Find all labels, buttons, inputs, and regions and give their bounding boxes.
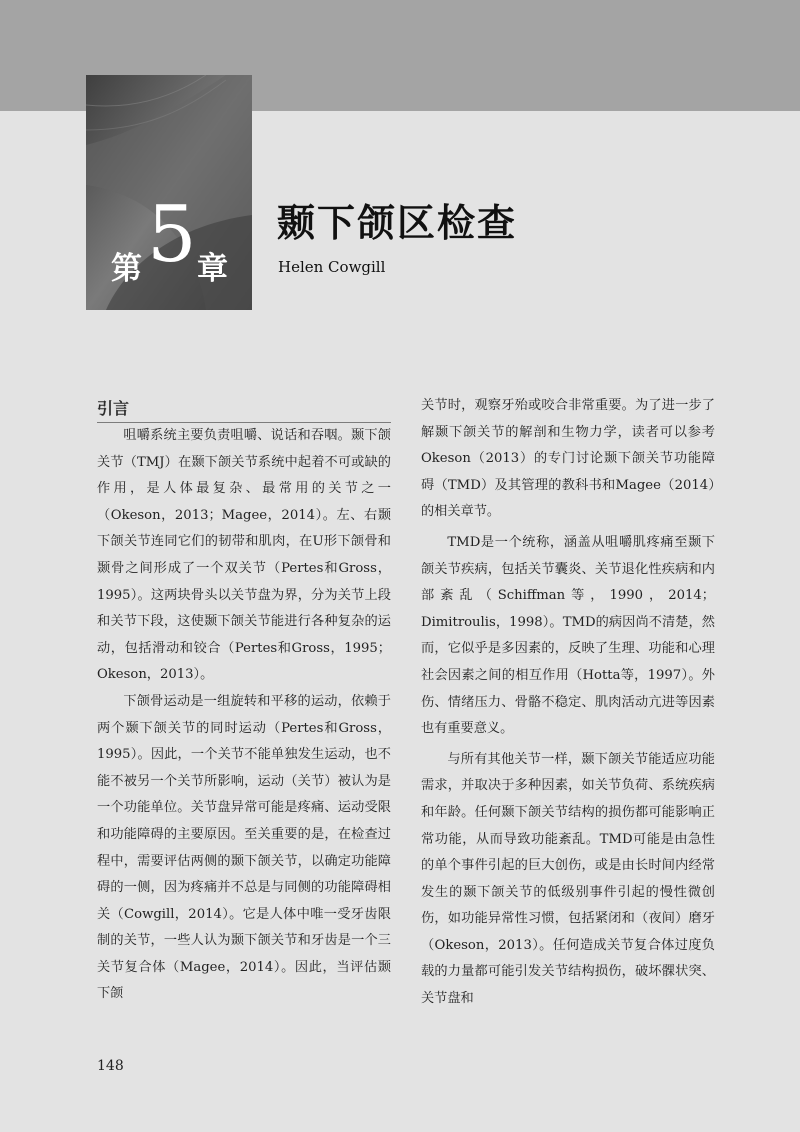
paragraph: 与所有其他关节一样，颞下颌关节能适应功能需求，并取决于多种因素，如关节负荷、系统疾病和年龄。任何颞下颌关节结构的损伤都可能影响正常功能，从而导致功能紊乱。TMD可能是由急性的单个事件引起的巨大创伤，或是由长时间内经常发生的颞下颌关节的低级别事件引起的慢性微创伤，如功能异常性习惯，包括紧闭和（夜间）磨牙（Okeson，2013）。任何造成关节复合体过度负载的力量都可能引发关节结构损伤，破坏髁状突、关节盘和 — [421, 751, 715, 1007]
paragraph: TMD是一个统称，涵盖从咀嚼肌疼痛至颞下颌关节疾病，包括关节囊炎、关节退化性疾病和内部紊乱（Schiffman等，1990，2014；Dimitroulis，1998）。TMD的病因尚不清楚，然而，它似乎是多因素的，反映了生理、功能和心理社会因素之间的相互作用（Hotta等，1997）。外伤、情绪压力、骨骼不稳定、肌肉活动亢进等因素也有重要意义。 — [421, 534, 715, 737]
section-heading: 引言 — [97, 396, 391, 423]
paragraph: 下颌骨运动是一组旋转和平移的运动，依赖于两个颞下颌关节的同时运动（Pertes和Gross，1995）。因此，一个关节不能单独发生运动，也不能不被另一个关节所影响，运动（关节）被认为是一个功能单位。关节盘异常可能是疼痛、运动受限和功能障碍的主要原因。至关重要的是，在检查过程中，需要评估两侧的颞下颌关节，以确定功能障碍的一侧，因为疼痛并不总是与同侧的功能障碍相关（Cowgill，2014）。它是人体中唯一受牙齿限制的关节，一些人认为颞下颌关节和牙齿是一个三关节复合体（Magee，2014）。因此，当评估颞下颌 — [97, 693, 391, 1002]
page-number: 148 — [97, 1058, 124, 1074]
chapter-number: 5 — [147, 190, 197, 280]
right-text-column — [421, 393, 715, 1013]
chapter-suffix: 章 — [197, 251, 228, 287]
paragraph: 咀嚼系统主要负责咀嚼、说话和吞咽。颞下颌关节（TMJ）在颞下颌关节系统中起着不可或缺的作用，是人体最复杂、最常用的关节之一（Okeson，2013；Magee，2014）。左、右颞下颌关节连同它们的韧带和肌肉，在U形下颌骨和颞骨之间形成了一个双关节（Pertes和Gross，1995）。这两块骨头以关节盘为界，分为关节上段和关节下段，这使颞下颌关节能进行各种复杂的运动，包括滑动和铰合（Pertes和Gross，1995；Okeson，2013）。 — [97, 428, 391, 683]
chapter-author: Helen Cowgill — [278, 258, 386, 276]
chapter-number-label — [105, 190, 255, 290]
chapter-title: 颞下颌区检查 — [277, 201, 518, 245]
paragraph: 关节时，观察牙殆或咬合非常重要。为了进一步了解颞下颌关节的解剖和生物力学，读者可以参考Okeson（2013）的专门讨论颞下颌关节功能障碍（TMD）及其管理的教科书和Magee（2014）的相关章节。 — [421, 398, 715, 520]
left-text-column — [97, 423, 391, 1008]
chapter-prefix: 第 — [111, 251, 142, 287]
